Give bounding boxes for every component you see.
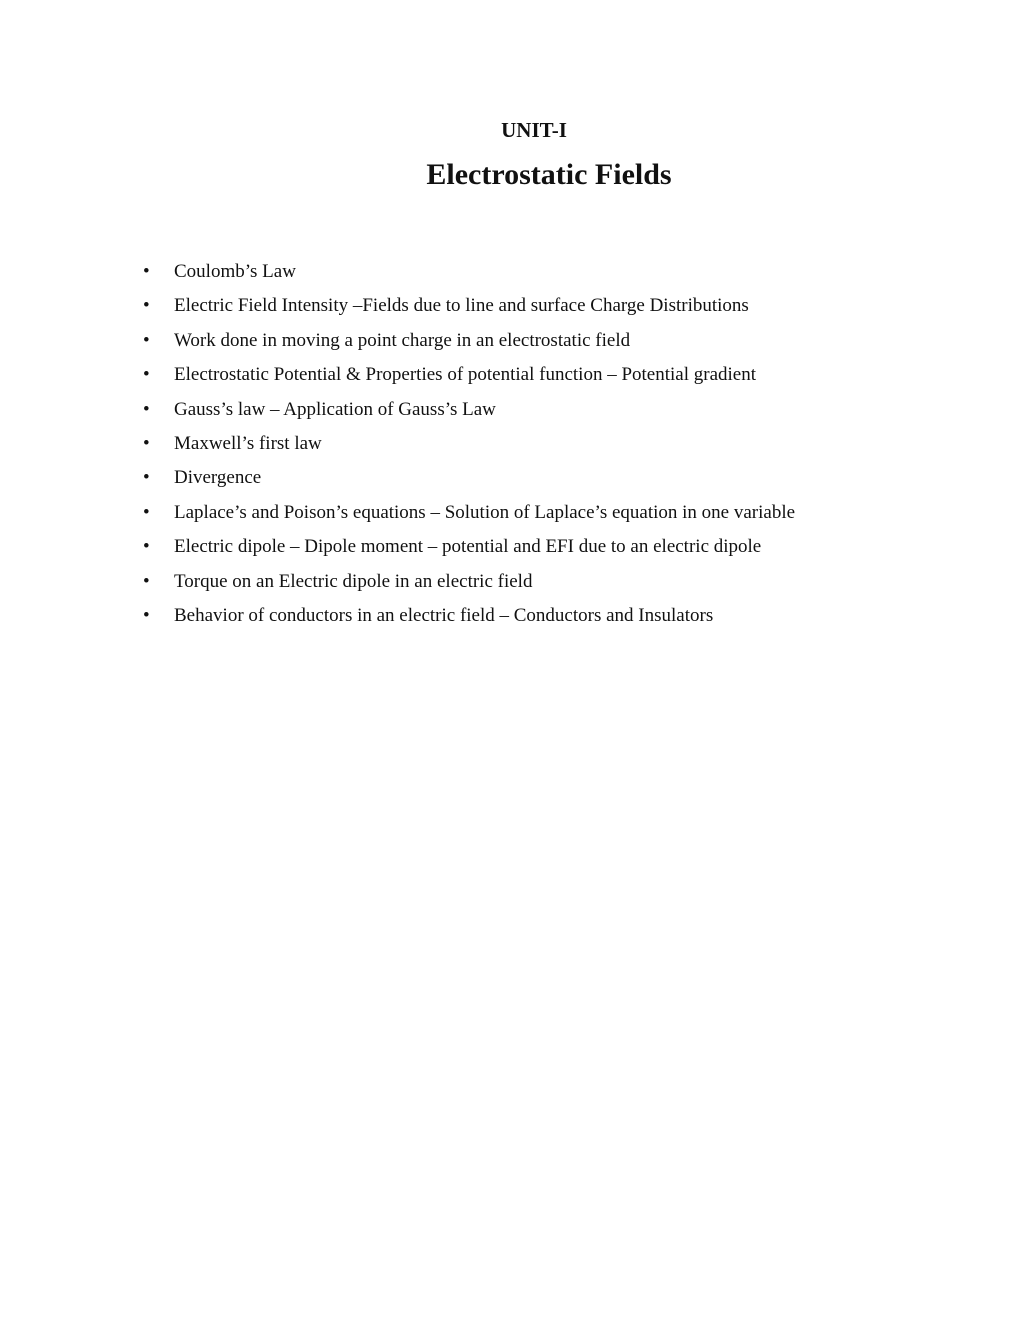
bullet-icon: • <box>143 329 150 351</box>
topic-text: Coulomb’s Law <box>174 261 296 282</box>
topic-text: Work done in moving a point charge in an electrostatic field <box>174 329 631 351</box>
bullet-icon: • <box>143 398 150 420</box>
bullet-icon: • <box>143 261 150 282</box>
page-title: Electrostatic Fields <box>426 158 672 191</box>
topic-text: Torque on an Electric dipole in an electric field <box>174 570 533 592</box>
bullet-icon: • <box>143 570 150 592</box>
bullet-icon: • <box>143 432 150 454</box>
topic-text: Electric dipole – Dipole moment – potential and EFI due to an electric dipole <box>174 536 762 558</box>
topic-text: Laplace’s and Poison’s equations – Solution of Laplace’s equation in one variable <box>174 501 796 523</box>
topic-text: Electric Field Intensity –Fields due to line and surface Charge Distributions <box>174 295 749 317</box>
unit-label: UNIT-I <box>501 118 567 142</box>
bullet-icon: • <box>143 467 150 489</box>
topic-text: Gauss’s law – Application of Gauss’s Law <box>174 398 496 420</box>
bullet-icon: • <box>143 295 150 317</box>
topic-text: Behavior of conductors in an electric field – Conductors and Insulators <box>174 604 714 626</box>
topic-text: Electrostatic Potential & Properties of potential function – Potential gradient <box>174 364 756 386</box>
topic-text: Maxwell’s first law <box>174 432 322 454</box>
bullet-icon: • <box>143 536 150 558</box>
topic-text: Divergence <box>174 467 262 489</box>
bullet-icon: • <box>143 364 150 386</box>
bullet-icon: • <box>143 604 150 626</box>
bullet-icon: • <box>143 501 150 523</box>
